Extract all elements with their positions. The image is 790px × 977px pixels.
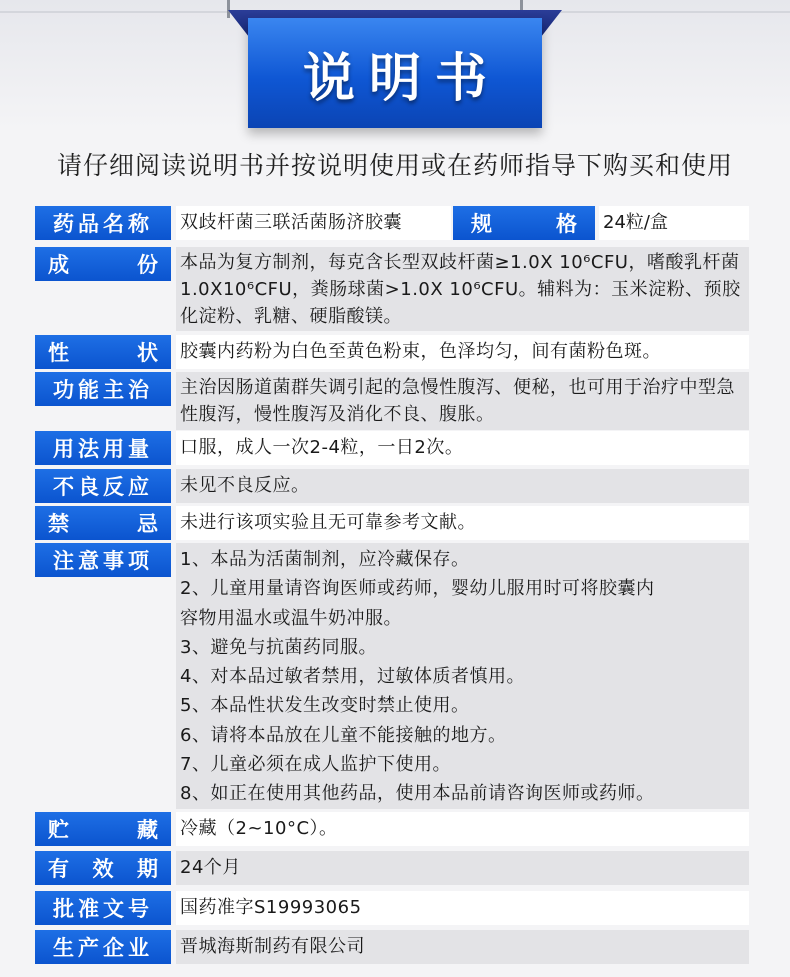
label-text: 药品名称 [53,212,153,236]
label-contraindications [35,506,171,540]
label-text: 禁 [48,512,69,536]
label-text: 期 [137,857,158,881]
label-adverse [35,469,171,503]
label-appearance [35,335,171,369]
title-banner [248,18,542,128]
row-drug-name [35,206,749,240]
label-text: 不良反应 [53,475,153,499]
subtitle: 请仔细阅读说明书并按说明使用或在药师指导下购买和使用 [56,151,733,180]
page-title: 说明书 [302,48,501,109]
label-drug-name [35,206,171,240]
row-validity [35,851,749,885]
note-item: 2、儿童用量请咨询医师或药师，婴幼儿服用时可将胶囊内 [180,578,655,600]
note-item: 4、对本品过敏者禁用，过敏体质者慎用。 [180,666,525,688]
label-text: 批准文号 [53,897,153,921]
label-text: 状 [137,341,158,365]
label-text: 功能主治 [53,378,153,402]
note-item: 1、本品为活菌制剂，应冷藏保存。 [180,549,470,570]
label-text: 用法用量 [53,437,153,461]
value-indications: 主治因肠道菌群失调引起的急慢性腹泻、便秘，也可用于治疗中型急性腹泻，慢性腹泻及消化不良、腹胀。 [176,372,749,430]
value-notes [176,543,749,809]
row-notes [35,543,749,809]
row-approval [35,891,749,925]
label-text: 成 [48,253,69,277]
value-ingredients: 本品为复方制剂，每克含长型双歧杆菌≥1.0X 10⁶CFU，嗜酸乳杆菌1.0X10⁶CFU，粪肠球菌>1.0X 10⁶CFU。辅料为：玉米淀粉、预胶化淀粉、乳糖、硬脂酸镁。 [176,247,749,331]
label-indications [35,372,171,406]
label-text: 格 [556,212,577,236]
rail-tick-left [227,0,230,18]
label-spec [453,206,595,240]
label-text: 忌 [137,512,158,536]
value-approval: 国药准字S19993065 [176,891,749,925]
row-storage [35,812,749,846]
label-manufacturer [35,930,171,964]
value-manufacturer: 晋城海斯制药有限公司 [176,930,749,964]
label-text: 生产企业 [53,936,153,960]
row-adverse [35,469,749,503]
label-text: 注意事项 [53,549,153,573]
row-ingredients [35,247,749,331]
row-manufacturer [35,930,749,964]
label-text: 藏 [137,818,158,842]
value-adverse: 未见不良反应。 [176,469,749,503]
value-spec: 24粒/盒 [599,206,749,240]
label-validity [35,851,171,885]
label-ingredients [35,247,171,281]
value-dosage: 口服，成人一次2-4粒，一日2次。 [176,431,749,465]
row-appearance [35,335,749,369]
label-text: 规 [471,212,492,236]
row-contraindications [35,506,749,540]
value-drug-name: 双歧杆菌三联活菌肠济胶囊 [176,206,451,240]
note-item: 5、本品性状发生改变时禁止使用。 [180,695,470,717]
value-contraindications: 未进行该项实验且无可靠参考文献。 [176,506,749,540]
note-item: 容物用温水或温牛奶冲服。 [180,607,402,629]
note-item: 3、避免与抗菌药同服。 [180,636,377,658]
label-storage [35,812,171,846]
label-dosage [35,431,171,465]
row-indications [35,372,749,430]
value-validity: 24个月 [176,851,749,885]
label-text: 贮 [48,818,69,842]
label-text: 性 [48,341,69,365]
value-appearance: 胶囊内药粉为白色至黄色粉束，色泽均匀，间有菌粉色斑。 [176,335,749,369]
note-item: 6、请将本品放在儿童不能接触的地方。 [180,724,507,746]
label-text: 效 [92,857,114,881]
label-text: 有 [48,857,69,881]
value-storage: 冷藏（2~10°C）。 [176,812,749,846]
label-text: 份 [137,253,158,277]
label-notes [35,543,171,577]
row-dosage [35,431,749,465]
note-item: 7、儿童必须在成人监护下使用。 [180,754,451,776]
label-approval [35,891,171,925]
note-item: 8、如正在使用其他药品，使用本品前请咨询医师或药师。 [180,783,655,805]
